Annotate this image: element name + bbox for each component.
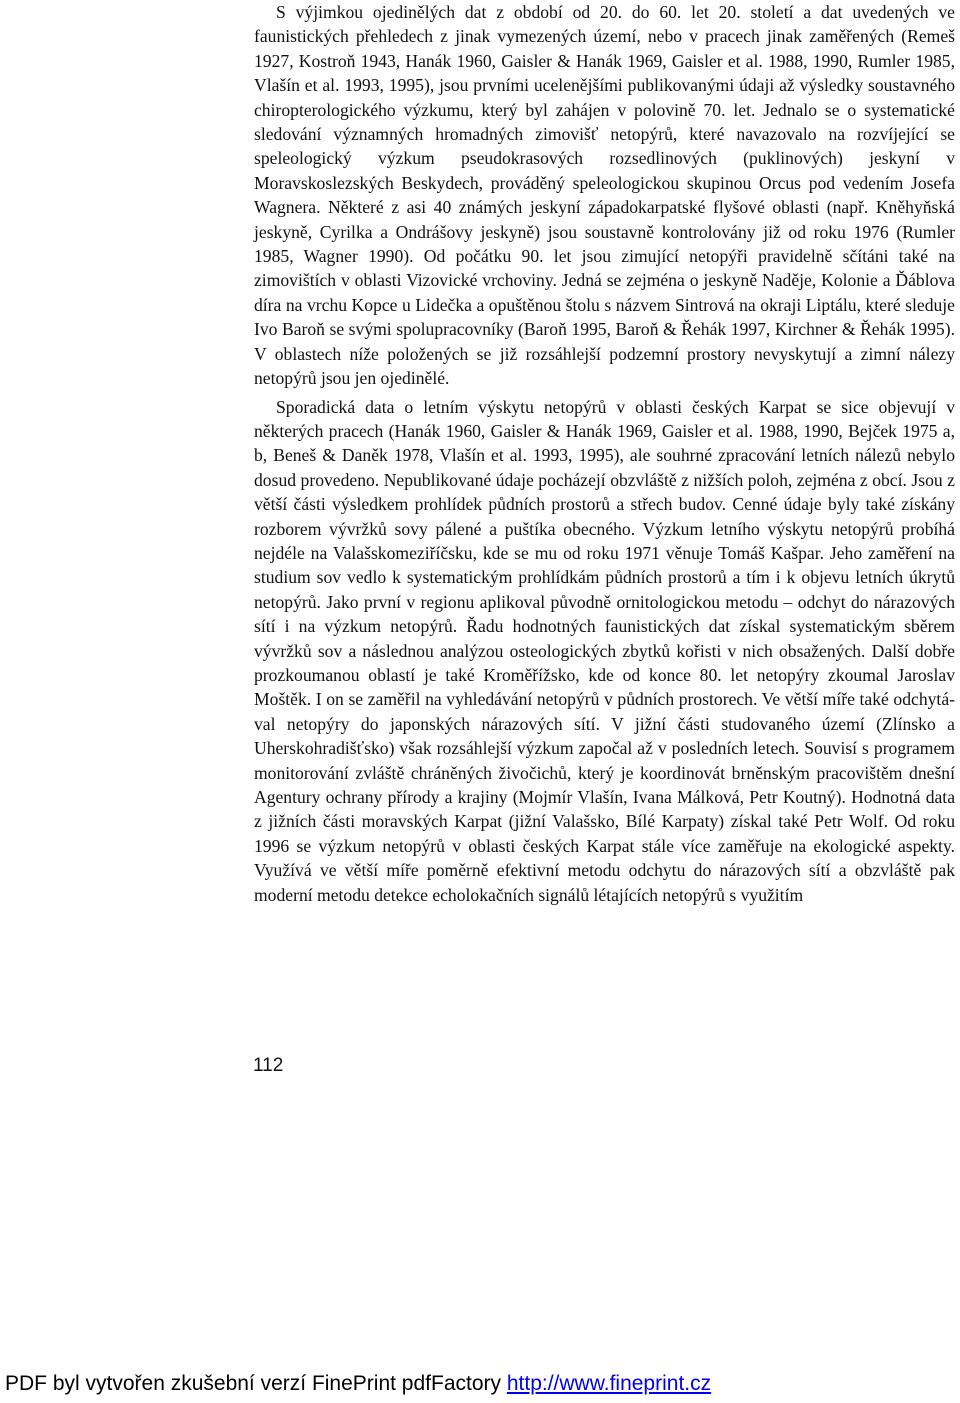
footer-text: PDF byl vytvořen zkušební verzí FinePrint pdfFactory	[5, 1372, 502, 1395]
footer-link[interactable]: http://www.fineprint.cz	[506, 1372, 712, 1395]
document-body	[254, 0, 955, 907]
pdf-footer	[5, 1370, 711, 1398]
page-number: 112	[253, 1055, 284, 1076]
paragraph-zimoviste: S výjimkou ojedinělých dat z období od 20. do 60. let 20. století a dat uvedených ve faunistických přehledech z jinak vymezených území, nebo v pracech jinak zaměřených (Remeš 1927, Kostroň 1943, Hanák 1960, Gaisler & Hanák 1969, Gaisler et al. 1988, 1990, Rumler 1985, Vlašín et al. 1993, 1995), jsou prvními ucelenějšími publikovanými údaji až výsledky soustavného chiropterologického výzkumu, který byl zahájen v polovině 70. let. Jednalo se o systematické sledování významných hromadných zimovišť netopýrů, které navazovalo na rozvíjející se speleologický výzkum pseudokrasových rozsedlinových (puklinových) jeskyní v Moravskoslezských Beskydech, prováděný speleologickou skupinou Orcus pod vedením Josefa Wagnera. Některé z asi 40 známých jeskyní západokarpatské flyšové oblasti (např. Kněhyňská jeskyně, Cyrilka a Ondrášovy jeskyně) jsou soustavně kontrolovány již od roku 1976 (Rumler 1985, Wagner 1990). Od počátku 90. let jsou zimující netopýři pravidelně sčítáni také na zimovištích v oblasti Vizovické vrchoviny. Jedná se zejména o jeskyně Naděje, Kolonie a Ďáblova díra na vrchu Kopce u Lidečka a opuštěnou štolu s názvem Sintrová na okraji Liptálu, které sleduje Ivo Baroň se svými spolupracovníky (Baroň 1995, Baroň & Řehák 1997, Kirchner & Řehák 1995). V oblastech níže položených se již rozsáhlejší podzemní prostory nevyskytují a zimní nálezy netopýrů jsou jen ojedinělé.	[254, 2, 955, 389]
paragraph-letni-vyskyt: Sporadická data o letním výskytu netopýrů v oblasti českých Karpat se sice objevují v některých pracech (Hanák 1960, Gaisler & Hanák 1969, Gaisler et al. 1988, 1990, Bejček 1975 a, b, Beneš & Daněk 1978, Vlašín et al. 1993, 1995), ale souhrné zpracování letních nálezů nebylo dosud provedeno. Nepublikované údaje pocházejí obzvláště z nižších poloh, zejména z obcí. Jsou z větší části výsledkem prohlídek půdních prostorů a střech budov. Cenné údaje byly také získány rozborem vývržků sovy pálené a puštíka obecného. Výzkum letního výskytu netopýrů probíhá nejdéle na Valašskomeziříčsku, kde se mu od roku 1971 věnuje Tomáš Kašpar. Jeho zaměření na studium sov vedlo k systematickým prohlídkám půdních prostorů a tím i k objevu letních úkrytů netopýrů. Jako první v regionu aplikoval původně ornitologickou metodu – odchyt do nárazových sítí i na výzkum netopýrů. Řadu hodnotných faunistických dat získal systematickým sběrem vývržků sov a následnou analýzou osteologických zbytků kořisti v nich obsažených. Další dobře prozkoumanou oblastí je také Kroměřížsko, kde od konce 80. let netopýry zkoumal Jaroslav Moštěk. I on se zaměřil na vyhledávání netopýrů v půdních prostorech. Ve větší míře také odchytával netopýry do japonských nárazových sítí. V jižní části studovaného území (Zlínsko a Uherskohradišťsko) však rozsáhlejší výzkum započal až v posledních letech. Souvisí s programem monitorování zvláště chráněných živočichů, který je koordinovát brněnským pracovištěm dnešní Agentury ochrany přírody a krajiny (Mojmír Vlašín, Ivana Málková, Petr Koutný). Hodnotná data z jižních části moravských Karpat (jižní Valašsko, Bílé Karpaty) získal také Petr Wolf. Od roku 1996 se výzkum netopýrů v oblasti českých Karpat stále více zaměřuje na ekologické aspekty. Využívá ve větší míře poměrně efektivní metodu odchytu do nárazových sítí a obzvláště pak moderní metodu detekce echolokačních signálů létajících netopýrů s využitím	[254, 396, 955, 905]
